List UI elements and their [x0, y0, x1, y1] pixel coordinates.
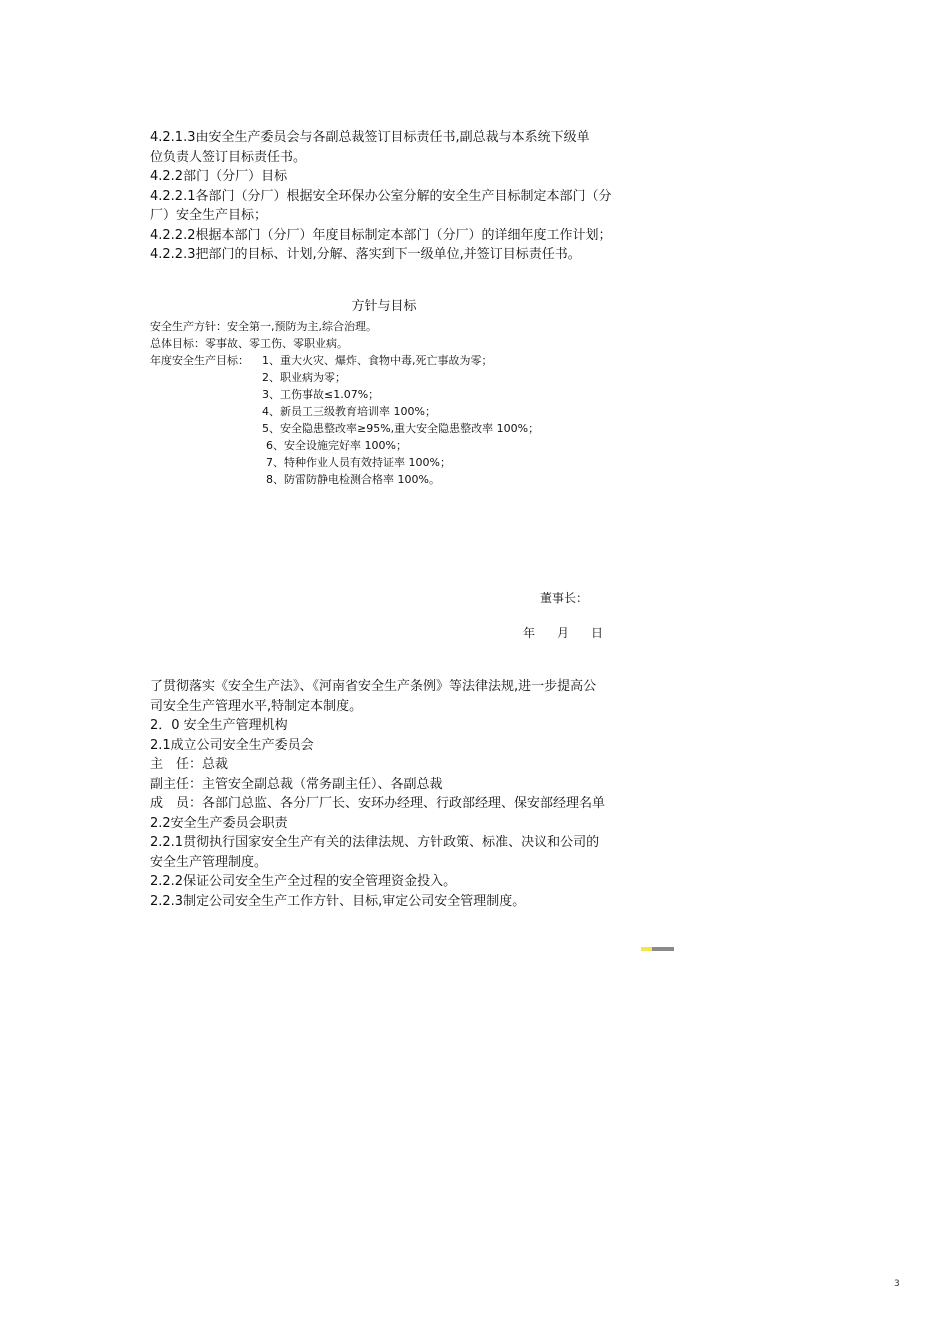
paragraph-line: 4.2.1.3由安全生产委员会与各副总裁签订目标责任书,副总裁与本系统下级单 — [150, 130, 590, 145]
annual-goal-item: 8、防雷防静电检测合格率 100%。 — [266, 473, 440, 486]
paragraph-line: 了贯彻落实《安全生产法》、《河南省安全生产条例》等法律法规,进一步提高公 — [150, 679, 597, 694]
annual-goal-row — [150, 352, 630, 369]
paragraph-line: 成 员：各部门总监、各分厂厂长、安环办经理、行政部经理、保安部经理名单 — [150, 796, 606, 811]
annual-goal-item: 3、工伤事故≤1.07%； — [262, 388, 380, 401]
annual-goal-item: 6、安全设施完好率 100%； — [266, 439, 407, 452]
decorative-marker — [641, 947, 674, 951]
paragraph-line: 2．0 安全生产管理机构 — [150, 718, 288, 733]
paragraph-line: 司安全生产管理水平,特制定本制度。 — [150, 698, 363, 714]
paragraph-line: 4.2.2.2根据本部门（分厂）年度目标制定本部门（分厂）的详细年度工作计划； — [150, 227, 612, 243]
date-year-label: 年 — [523, 626, 536, 640]
policy-heading: 方针与目标 — [351, 299, 417, 314]
policy-and-goals — [150, 318, 630, 488]
page-number: 3 — [894, 1279, 900, 1289]
paragraph-line: 2.2.2保证公司安全生产全过程的安全管理资金投入。 — [150, 874, 457, 889]
section-safety-organization — [150, 677, 630, 911]
paragraph-line: 厂）安全生产目标； — [150, 208, 268, 223]
paragraph-line: 4.2.2.3把部门的目标、计划,分解、落实到下一级单位,并签订目标责任书。 — [150, 247, 581, 262]
annual-goal-item: 2、职业病为零； — [262, 371, 346, 384]
section-target-responsibility — [150, 128, 630, 265]
date-month-label: 月 — [557, 626, 570, 640]
annual-goal-item: 7、特种作业人员有效持证率 100%； — [266, 456, 451, 469]
annual-goal-item: 1、重大火灾、爆炸、食物中毒,死亡事故为零； — [262, 354, 493, 367]
paragraph-line: 位负责人签订目标责任书。 — [150, 149, 307, 165]
paragraph-line: 副主任：主管安全副总裁（常务副主任）、各副总裁 — [150, 776, 443, 792]
policy-line: 安全生产方针：安全第一,预防为主,综合治理。 — [150, 320, 377, 333]
marker-yellow-segment — [641, 947, 652, 951]
marker-gray-segment — [652, 947, 674, 951]
paragraph-line: 2.2安全生产委员会职责 — [150, 815, 288, 831]
signature-date — [523, 624, 603, 642]
overall-goal-line: 总体目标：零事故、零工伤、零职业病。 — [150, 337, 348, 350]
paragraph-line: 4.2.2部门（分厂）目标 — [150, 169, 288, 184]
chairman-signature-label: 董事长： — [540, 591, 589, 605]
annual-goal-item: 4、新员工三级教育培训率 100%； — [262, 405, 436, 418]
paragraph-line: 2.1成立公司安全生产委员会 — [150, 737, 314, 753]
paragraph-line: 2.2.3制定公司安全生产工作方针、目标,审定公司安全管理制度。 — [150, 893, 526, 909]
annual-goal-label: 年度安全生产目标： — [150, 354, 249, 367]
paragraph-line: 4.2.2.1各部门（分厂）根据安全环保办公室分解的安全生产目标制定本部门（分 — [150, 188, 612, 204]
date-day-label: 日 — [591, 626, 604, 640]
paragraph-line: 主 任：总裁 — [150, 757, 229, 772]
paragraph-line: 安全生产管理制度。 — [150, 854, 268, 870]
annual-goal-item: 5、安全隐患整改率≥95%,重大安全隐患整改率 100%； — [262, 422, 540, 435]
paragraph-line: 2.2.1贯彻执行国家安全生产有关的法律法规、方针政策、标准、决议和公司的 — [150, 835, 600, 850]
